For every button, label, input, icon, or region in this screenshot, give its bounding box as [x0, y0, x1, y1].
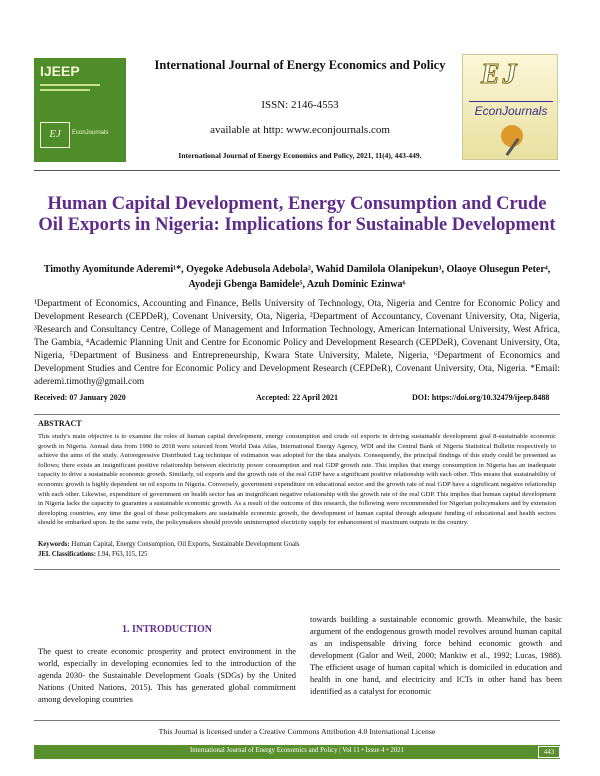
journal-cover-left	[34, 58, 126, 162]
econjournals-logo	[462, 54, 558, 160]
received-date: Received: 07 January 2020	[34, 393, 126, 402]
jel-codes: L94, F63, I15, I25	[97, 551, 148, 558]
body-text-right: towards building a sustainable economic growth. Meanwhile, the basic argument of the endogenous growth model revolves around human capital as an indispensable driving force behind economic growth and development (Galor and Weil, 2000; Mankiw et al., 1992; Lucas, 1988). The efficient usage of human capital which is domiciled in education and health in one hand, and electricity and ICTs in other hand has been identified as a catalyst for economic	[310, 615, 562, 696]
accepted-date: Accepted: 22 April 2021	[256, 393, 338, 402]
cover-divider	[40, 89, 90, 91]
cover-mini-logo: EJ	[40, 122, 70, 148]
cover-abbrev: IJEEP	[40, 63, 80, 79]
citation: International Journal of Energy Economics and Policy, 2021, 11(4), 443-449.	[178, 151, 422, 160]
article-title: Human Capital Development, Energy Consumption and Crude Oil Exports in Nigeria: Implications for Sustainable Development	[38, 194, 556, 235]
brand-name: EconJournals	[469, 101, 553, 118]
body-text-left: The quest to create economic prosperity and protect environment in the world, especially in developing economies led to the introduction of the agenda 2030- the Sustainable Development Goals (SDGs) by the United Nations (United Nations, 2015). This has generated global commitment among developing countries	[38, 647, 296, 704]
footer-journal-info: International Journal of Energy Economics and Policy | Vol 11 • Issue 4 • 2021	[190, 747, 404, 754]
keywords-block	[38, 540, 556, 560]
available-at-link[interactable]: available at http: www.econjournals.com	[210, 124, 390, 136]
header-divider	[34, 170, 560, 171]
keywords-label: Keywords:	[38, 541, 70, 548]
doi-link[interactable]: DOI: https://doi.org/10.32479/ijeep.8488	[412, 393, 550, 402]
ej-logo-text: EJ	[481, 59, 520, 90]
jel-label: JEL Classifications:	[38, 551, 96, 558]
footer-divider	[34, 720, 560, 721]
cover-mini-text: EconJournals	[72, 130, 109, 136]
author-list: Timothy Ayomitunde Aderemi¹*, Oyegoke Adebusola Adebola², Wahid Damilola Olanipekun³, Olaoye Olusegun Peter⁴, Ayodeji Gbenga Bamidele⁵, Azuh Dominic Ezinwa⁶	[43, 264, 551, 290]
page-number: 443	[538, 746, 560, 758]
license-text: This Journal is licensed under a Creative Commons Attribution 4.0 International License	[158, 727, 436, 736]
journal-name: International Journal of Energy Economics and Policy	[154, 58, 446, 72]
abstract-text: This study's main objective is to examine the roles of human capital development, energy consumption and crude oil exports in driving sustainable development goal 8-sustainable economic growth in Nigeria. Annual data from 1990 to 2018 were sourced from World Data Atlas, International Energy Agency, WDI and the Central Bank of Nigeria Statistical Bulletin respectively to achieve the aims of the study. Autoregressive Distributed Lag technique of estimation was adopted for the data analysis. Consequently, the principal findings of this study could be presented as follows; there exists an insignificant positive relationship between electricity power consumption and real GDP growth rate. This implies that energy consumption in Nigeria has an inadequate capacity to drive a sustainable economic growth. Similarly, oil exports and the growth rate of the real GDP have a significant positive relationship with each other. This means that sustainability of economic growth is highly dependent on oil exports in Nigeria. Conversely, government expenditure on educational sector and the growth rate of real GDP have a significant negative relationship with each other. Likewise, expenditure of government on health sector has an insignificant negative relationship with the growth rate of the real GDP. This implies that human capital development in Nigeria lacks the capacity to guarantee a sustainable economic growth. As a result of the outcome of this research, the following were recommended for Nigerian policymakers and by extension developing countries, any time the goal of these policymakers are sustainable economic growth, the development of human capital through adequate funding of educational and health sectors should be embarked upon. In the same vein, the policymakers should provide uninterrupted electricity supply for enhancement of maximum outputs in the country.	[38, 433, 556, 527]
issn: ISSN: 2146-4553	[261, 99, 339, 111]
abstract-heading: ABSTRACT	[38, 419, 82, 428]
section-heading: 1. INTRODUCTION	[121, 624, 212, 635]
article-dates	[34, 393, 560, 407]
cover-divider	[40, 84, 100, 86]
keywords: Human Capital, Energy Consumption, Oil Exports, Sustainable Development Goals	[71, 541, 300, 548]
affiliations: ¹Department of Economics, Accounting and Finance, Bells University of Technology, Ota, Nigeria and Centre for Economic Policy and Development Research (CEPDeR), Covenant University, Ota, Nigeria, ²Department of Accountancy, Covenant University, Ota, Nigeria, ³Research and Consultancy Centre, College of Management and Information Technology, American International University, West Africa, The Gambia, ⁴Academic Planning Unit and Centre for Economic Policy and Development Research (CEPDeR), Covenant University, Ota, Nigeria, ⁵Department of Business and Entrepreneurship, Kwara State University, Malete, Nigeria, ⁶Department of Economics and Development Studies and Centre for Economic Policy and Development Research (CEPDeR), Covenant University, Ota, Nigeria. *Email: aderemi.timothy@gmail.com	[34, 299, 560, 387]
